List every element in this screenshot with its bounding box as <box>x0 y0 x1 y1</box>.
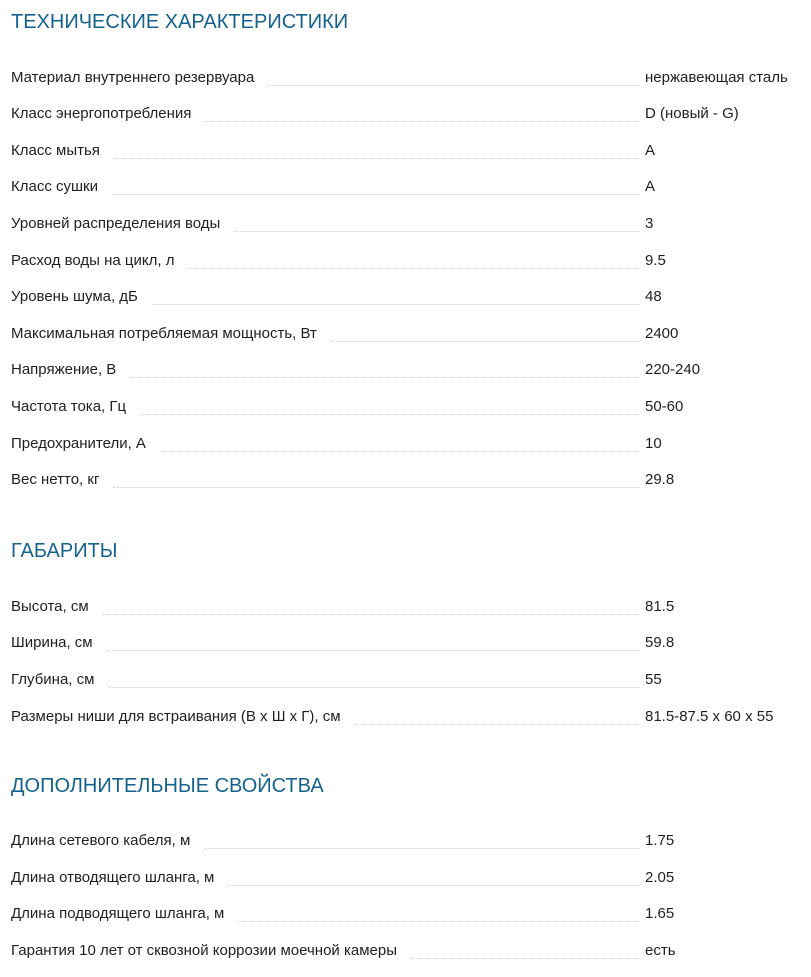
spec-name-cell <box>11 397 645 424</box>
spec-name-cell <box>11 214 645 241</box>
spec-name: Предохранители, А <box>11 434 146 452</box>
spec-name-cell <box>11 177 645 204</box>
spec-name: Частота тока, Гц <box>11 397 127 415</box>
spec-name: Высота, см <box>11 597 89 615</box>
dotted-leader <box>228 885 639 886</box>
spec-value: 9.5 <box>645 251 666 269</box>
spec-value: нержавеющая сталь <box>645 68 788 86</box>
spec-list-extra-features <box>11 822 801 968</box>
spec-value: 59.8 <box>645 634 675 652</box>
spec-name-cell <box>11 287 645 314</box>
spec-name: Вес нетто, кг <box>11 471 100 489</box>
dotted-leader <box>107 650 639 651</box>
spec-name: Длина сетевого кабеля, м <box>11 832 191 850</box>
spec-value: есть <box>645 941 676 959</box>
spec-row <box>11 351 801 388</box>
spec-name: Уровней распределения воды <box>11 214 221 232</box>
spec-row <box>11 314 801 351</box>
dotted-leader <box>355 724 639 725</box>
dotted-leader <box>411 958 639 959</box>
dimensions-section <box>11 537 801 733</box>
spec-name-cell <box>11 868 645 895</box>
spec-name-cell <box>11 68 645 95</box>
spec-value: 2400 <box>645 324 679 342</box>
spec-name-cell <box>11 670 645 697</box>
spec-value: 48 <box>645 288 662 306</box>
dotted-leader <box>152 304 639 305</box>
dotted-leader <box>140 414 639 415</box>
spec-value: 1.65 <box>645 905 675 923</box>
section-title-extra-features: ДОПОЛНИТЕЛЬНЫЕ СВОЙСТВА <box>11 774 324 797</box>
dotted-leader <box>188 268 639 269</box>
spec-name: Уровень шума, дБ <box>11 288 138 306</box>
spec-name: Ширина, см <box>11 634 93 652</box>
section-title-dimensions: ГАБАРИТЫ <box>11 540 118 563</box>
dotted-leader <box>268 85 639 86</box>
dotted-leader <box>113 487 639 488</box>
spec-name: Класс энергопотребления <box>11 105 192 123</box>
spec-row <box>11 660 801 697</box>
spec-row <box>11 931 801 968</box>
spec-name: Длина отводящего шланга, м <box>11 868 215 886</box>
spec-row <box>11 387 801 424</box>
spec-value: 81.5 <box>645 597 675 615</box>
spec-row <box>11 241 801 278</box>
spec-row <box>11 131 801 168</box>
spec-value: 1.75 <box>645 832 675 850</box>
spec-name-cell <box>11 597 645 624</box>
spec-name: Длина подводящего шланга, м <box>11 905 225 923</box>
dotted-leader <box>234 231 639 232</box>
extra-features-section <box>11 772 801 968</box>
spec-value: 55 <box>645 670 662 688</box>
dotted-leader <box>130 377 639 378</box>
spec-row <box>11 624 801 661</box>
spec-row <box>11 168 801 205</box>
spec-name-cell <box>11 360 645 387</box>
spec-name: Гарантия 10 лет от сквозной коррозии моечной камеры <box>11 941 397 959</box>
spec-name: Класс мытья <box>11 141 100 159</box>
spec-row <box>11 278 801 315</box>
spec-value: 220-240 <box>645 361 701 379</box>
spec-name-cell <box>11 434 645 461</box>
spec-name: Глубина, см <box>11 670 95 688</box>
dotted-leader <box>103 614 639 615</box>
spec-row <box>11 858 801 895</box>
spec-row <box>11 697 801 734</box>
spec-value: A <box>645 141 656 159</box>
dotted-leader <box>238 921 639 922</box>
spec-name-cell <box>11 251 645 278</box>
spec-name-cell <box>11 831 645 858</box>
spec-value: 10 <box>645 434 662 452</box>
tech-specs-section <box>11 0 801 497</box>
spec-row <box>11 204 801 241</box>
spec-name-cell <box>11 904 645 931</box>
spec-value: 2.05 <box>645 868 675 886</box>
spec-name-cell <box>11 941 645 968</box>
spec-value: 3 <box>645 214 654 232</box>
spec-value: 29.8 <box>645 471 675 489</box>
spec-row <box>11 95 801 132</box>
spec-list-dimensions <box>11 587 801 733</box>
dotted-leader <box>331 341 639 342</box>
dotted-leader <box>205 121 639 122</box>
spec-value: 81.5-87.5 x 60 x 55 <box>645 707 774 725</box>
spec-name-cell <box>11 141 645 168</box>
section-title-tech-specs: ТЕХНИЧЕСКИЕ ХАРАКТЕРИСТИКИ <box>11 11 349 33</box>
spec-value: D (новый - G) <box>645 105 739 123</box>
spec-name: Размеры ниши для встраивания (В x Ш x Г), см <box>11 707 341 725</box>
spec-row <box>11 424 801 461</box>
spec-value: A <box>645 178 656 196</box>
spec-name-cell <box>11 104 645 131</box>
dotted-leader <box>160 451 639 452</box>
spec-list-tech-specs <box>11 58 801 497</box>
dotted-leader <box>108 687 639 688</box>
spec-name: Расход воды на цикл, л <box>11 251 175 269</box>
spec-name: Максимальная потребляемая мощность, Вт <box>11 324 317 342</box>
spec-row <box>11 58 801 95</box>
spec-row <box>11 895 801 932</box>
spec-name-cell <box>11 633 645 660</box>
spec-row <box>11 587 801 624</box>
spec-name-cell <box>11 470 645 497</box>
spec-row <box>11 461 801 498</box>
spec-name-cell <box>11 324 645 351</box>
spec-row <box>11 822 801 859</box>
dotted-leader <box>112 194 639 195</box>
dotted-leader <box>114 158 639 159</box>
spec-name: Напряжение, В <box>11 361 117 379</box>
spec-name-cell <box>11 707 645 734</box>
dotted-leader <box>204 848 639 849</box>
spec-name: Материал внутреннего резервуара <box>11 68 255 86</box>
spec-value: 50-60 <box>645 397 684 415</box>
spec-name: Класс сушки <box>11 178 98 196</box>
